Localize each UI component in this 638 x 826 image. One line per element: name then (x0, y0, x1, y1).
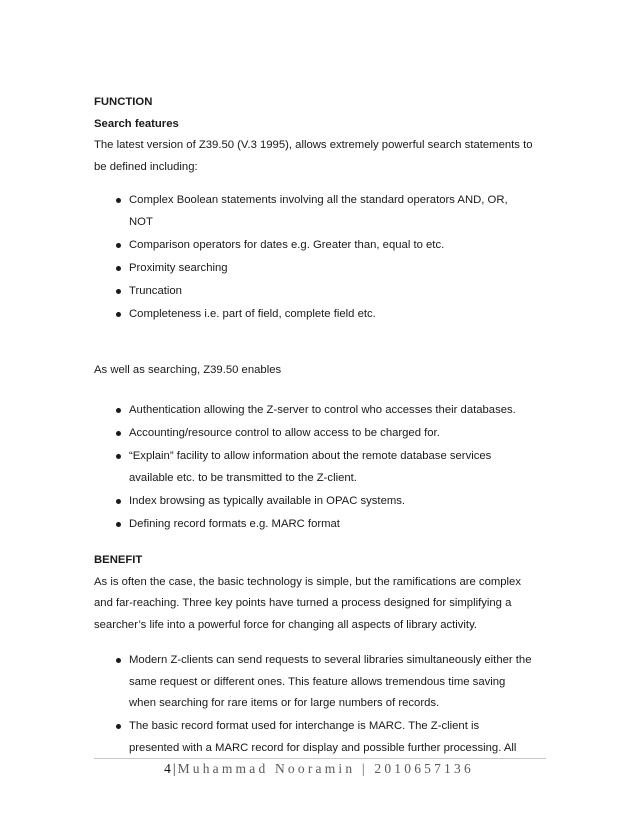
list-item (0, 650, 560, 715)
search-features-list (0, 190, 560, 327)
bullet-icon (116, 243, 121, 248)
page-number: 4 (164, 761, 171, 776)
bullet-icon (116, 431, 121, 436)
list-item (0, 514, 560, 536)
paragraph-line: and far-reaching. Three key points have turned a process designed for simplifying a (94, 597, 512, 609)
list-item-text: Truncation (129, 284, 182, 297)
list-item-text: Defining record formats e.g. MARC format (129, 517, 340, 530)
bullet-icon (116, 312, 121, 317)
bullet-icon (116, 522, 121, 527)
subheading-search-features: Search features (94, 117, 179, 130)
bullet-icon (116, 658, 121, 663)
bullet-icon (116, 408, 121, 413)
footer-student-id: 2010657136 (374, 761, 474, 776)
list-item-text: same request or different ones. This feature allows tremendous time saving (129, 675, 506, 688)
list-item (0, 491, 560, 513)
enables-list (0, 400, 560, 537)
footer-author: Muhammad Nooramin (177, 761, 356, 776)
footer-divider (94, 758, 546, 759)
enables-intro (94, 360, 554, 382)
list-item-text: Complex Boolean statements involving all the standard operators AND, OR, (129, 194, 508, 206)
benefit-section (94, 550, 554, 636)
list-item (0, 716, 560, 759)
list-item (0, 400, 560, 422)
bullet-icon (116, 289, 121, 294)
bullet-icon (116, 198, 121, 203)
benefit-list (0, 650, 560, 761)
paragraph-line: As is often the case, the basic technology is simple, but the ramifications are complex (94, 575, 521, 588)
list-item-text: Modern Z-clients can send requests to several libraries simultaneously either the (129, 654, 532, 666)
list-item (0, 446, 560, 489)
list-item (0, 281, 560, 303)
footer-separator: | (172, 761, 176, 776)
paragraph-line: searcher’s life into a powerful force for changing all aspects of library activity. (94, 618, 478, 631)
list-item-text: presented with a MARC record for display and possible further processing. All (129, 741, 517, 754)
list-item-text: when searching for rare items or for large numbers of records. (129, 697, 440, 709)
paragraph-line: The latest version of Z39.50 (V.3 1995), allows extremely powerful search statements to (94, 139, 533, 151)
bullet-icon (116, 266, 121, 271)
list-item (0, 423, 560, 445)
list-item-text: Authentication allowing the Z-server to control who accesses their databases. (129, 404, 516, 416)
footer-divider-char: | (361, 761, 368, 776)
list-item-text: Index browsing as typically available in OPAC systems. (129, 494, 406, 507)
section-heading-function: FUNCTION (94, 96, 153, 108)
list-item-text: The basic record format used for interchange is MARC. The Z-client is (129, 720, 480, 732)
list-item-text: available etc. to be transmitted to the Z-client. (129, 471, 357, 484)
bullet-icon (116, 499, 121, 504)
bullet-icon (116, 724, 121, 729)
page-footer (0, 761, 638, 777)
paragraph-line: be defined including: (94, 160, 198, 173)
list-item-text: Proximity searching (129, 261, 228, 274)
function-section (94, 92, 554, 178)
list-item (0, 235, 560, 257)
list-item (0, 304, 560, 326)
list-item (0, 258, 560, 280)
list-item-text: Comparison operators for dates e.g. Greater than, equal to etc. (129, 238, 445, 251)
list-item-text: NOT (129, 215, 153, 228)
section-heading-benefit: BENEFIT (94, 554, 143, 566)
list-item-text: Completeness i.e. part of field, complete field etc. (129, 307, 376, 320)
list-item-text: “Explain” facility to allow information about the remote database services (129, 450, 492, 462)
list-item-text: Accounting/resource control to allow access to be charged for. (129, 427, 440, 439)
paragraph-line: As well as searching, Z39.50 enables (94, 364, 282, 376)
bullet-icon (116, 454, 121, 459)
list-item (0, 190, 560, 233)
